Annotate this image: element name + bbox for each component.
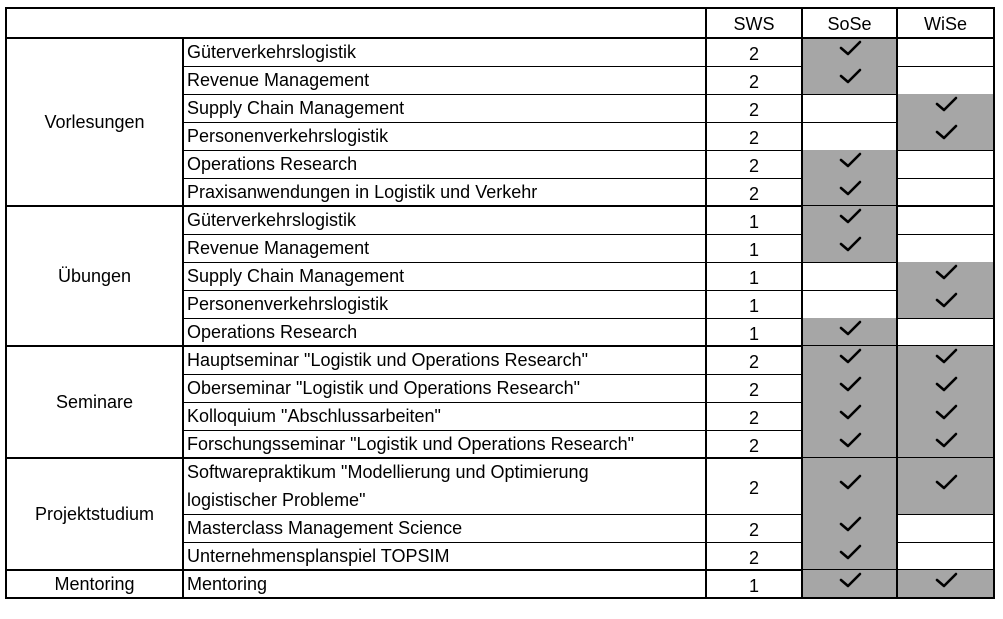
sws-value: 2 <box>748 548 759 568</box>
course-name: Operations Research <box>187 322 358 342</box>
course-name: Masterclass Management Science <box>187 518 463 538</box>
course-name: Güterverkehrslogistik <box>187 42 357 62</box>
checkmark-icon <box>836 403 864 423</box>
group-label: Vorlesungen <box>44 112 145 132</box>
table-right-border <box>993 7 995 599</box>
table-bottom-border <box>6 597 994 599</box>
sws-value: 1 <box>748 212 759 232</box>
checkmark-icon <box>836 515 864 535</box>
sose-column-divider <box>801 8 803 598</box>
table-left-border <box>5 7 7 599</box>
checkmark-icon <box>836 543 864 563</box>
sws-column-divider <box>705 8 707 598</box>
checkmark-icon <box>836 39 864 59</box>
row-divider <box>183 94 994 95</box>
checkmark-icon <box>836 473 864 493</box>
course-name: Softwarepraktikum "Modellierung und Optimierung <box>187 462 589 482</box>
checkmark-icon <box>836 235 864 255</box>
checkmark-icon <box>836 179 864 199</box>
header-wise: WiSe <box>923 14 967 34</box>
checkmark-icon <box>836 571 864 591</box>
checkmark-icon <box>932 431 960 451</box>
checkmark-icon <box>836 347 864 367</box>
row-divider <box>183 262 994 263</box>
group-label: Projektstudium <box>34 504 155 524</box>
checkmark-icon <box>932 403 960 423</box>
sws-value: 2 <box>748 184 759 204</box>
course-name: Oberseminar "Logistik und Operations Research" <box>187 378 580 398</box>
sws-value: 1 <box>748 324 759 344</box>
sws-value: 2 <box>748 44 759 64</box>
row-divider <box>183 122 994 123</box>
course-name: logistischer Probleme" <box>187 490 366 510</box>
checkmark-icon <box>932 473 960 493</box>
sws-value: 2 <box>748 352 759 372</box>
group-label: Übungen <box>57 266 132 286</box>
sws-value: 1 <box>748 268 759 288</box>
course-name: Kolloquium "Abschlussarbeiten" <box>187 406 441 426</box>
sws-value: 1 <box>748 240 759 260</box>
checkmark-icon <box>836 375 864 395</box>
group-label: Seminare <box>55 392 134 412</box>
course-name: Supply Chain Management <box>187 98 405 118</box>
header-sws: SWS <box>733 14 775 34</box>
sws-value: 2 <box>748 520 759 540</box>
sws-value: 2 <box>748 128 759 148</box>
row-divider <box>183 290 994 291</box>
group-label: Mentoring <box>54 574 135 594</box>
checkmark-icon <box>836 67 864 87</box>
header-sose: SoSe <box>827 14 872 34</box>
sws-value: 2 <box>748 380 759 400</box>
checkmark-icon <box>836 207 864 227</box>
course-column-divider <box>182 38 184 598</box>
sws-value: 2 <box>748 436 759 456</box>
course-name: Personenverkehrslogistik <box>187 126 389 146</box>
course-name: Unternehmensplanspiel TOPSIM <box>187 546 450 566</box>
wise-column-divider <box>896 8 898 598</box>
sws-value: 2 <box>748 408 759 428</box>
course-name: Revenue Management <box>187 238 370 258</box>
checkmark-icon <box>932 263 960 283</box>
checkmark-icon <box>932 291 960 311</box>
checkmark-icon <box>932 375 960 395</box>
checkmark-icon <box>932 95 960 115</box>
header-divider <box>6 37 994 39</box>
checkmark-icon <box>932 347 960 367</box>
course-name: Revenue Management <box>187 70 370 90</box>
checkmark-icon <box>932 571 960 591</box>
table-top-border <box>6 7 994 9</box>
course-name: Praxisanwendungen in Logistik und Verkehr <box>187 182 538 202</box>
sws-value: 2 <box>748 156 759 176</box>
sws-value: 2 <box>748 72 759 92</box>
course-name: Mentoring <box>187 574 268 594</box>
sws-value: 2 <box>748 100 759 120</box>
course-name: Personenverkehrslogistik <box>187 294 389 314</box>
course-name: Hauptseminar "Logistik und Operations Research" <box>187 350 588 370</box>
checkmark-icon <box>836 151 864 171</box>
checkmark-icon <box>836 319 864 339</box>
course-name: Forschungsseminar "Logistik und Operations Research" <box>187 434 634 454</box>
checkmark-icon <box>836 431 864 451</box>
sws-value: 1 <box>748 296 759 316</box>
course-name: Güterverkehrslogistik <box>187 210 357 230</box>
checkmark-icon <box>932 123 960 143</box>
course-name: Operations Research <box>187 154 358 174</box>
course-name: Supply Chain Management <box>187 266 405 286</box>
sws-value: 1 <box>748 576 759 596</box>
sws-value: 2 <box>748 478 759 498</box>
